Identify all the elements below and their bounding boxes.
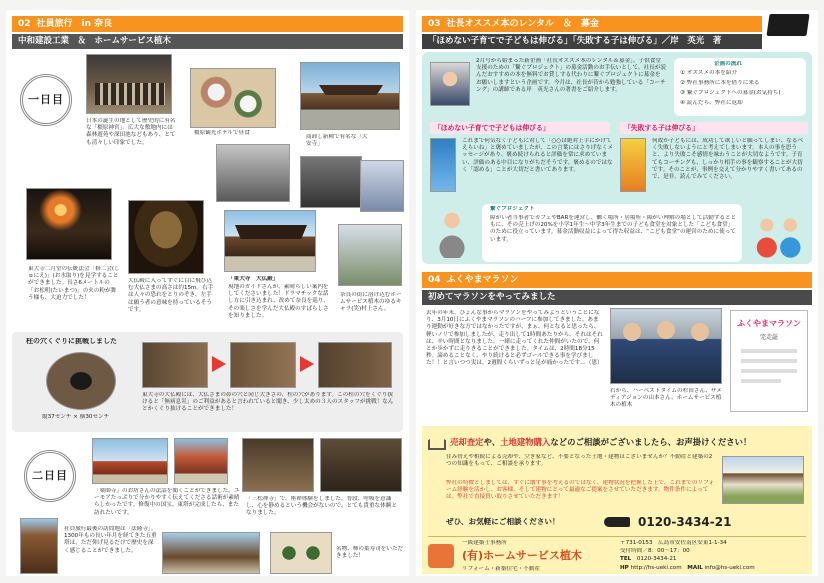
caption-sushi: 名物、柿の葉寿司をいただきました！ [336, 546, 404, 560]
president-photo [430, 62, 470, 106]
pillar-hole-photo [46, 352, 116, 410]
daibutsu-photo [128, 200, 204, 274]
caption-zazen: 「三松禅寺」で、座禅体験をしました。普段、呼吸を意識し、心を静めるという機会がないので、とても貴重な体験となりました。 [246, 496, 397, 517]
caption-horyuji: 社員旅行最後の訪問地は「法隆寺」。1300年もの長い年月を経てきた五重塔は、ただ仰げ見るだけで歴史を深く感じることができました。 [64, 526, 157, 554]
right-page [416, 10, 818, 576]
kakinoha-sushi-photo [270, 532, 332, 574]
pillar-size: 縦37センチ × 横30センチ [42, 414, 110, 420]
marathon-caption: 右から、ハーベストタイムの杉田さん、ザメディアジョンの山本さん、ホームサービス植木の植木 [610, 388, 722, 409]
ad-tel-value[interactable]: 0120-3434-21 [636, 556, 677, 562]
ad-phone[interactable]: 0120-3434-21 [638, 515, 732, 529]
mascot-photo [360, 160, 404, 212]
arrow-right-icon [212, 356, 226, 372]
ad-hp-label: HP [620, 565, 629, 571]
finisher-certificate [730, 310, 808, 412]
book-icon [766, 14, 809, 36]
section-subheader: 中和建設工業 ＆ ホームサービス植木 [12, 34, 403, 49]
tsunagu-title: 繋ぐプロジェクト [490, 206, 535, 212]
marathon-subheader: 初めてマラソンをやってみました [422, 290, 812, 305]
section-number: 03 [428, 19, 441, 29]
ad-cta: ぜひ、お気軽にご相談ください！ [446, 517, 560, 526]
caption-daibutsu: 大仏殿に入ってすぐに目に飛び込む大仏さまの高さは約15m。右手は人々の恐れをとりのぞき、左手は願う者の意味を持っているそうです。 [128, 278, 214, 313]
book1-cover [430, 138, 456, 192]
caption-omizutori: 東大寺二月堂の伝統法会「修二会(しゅにえ)」(お水取り)を見学することができました。長さ6メートルの「お松明(たいまつ)」の火の粉が舞う様も、大迫力でした！ [28, 266, 120, 301]
company-logo [428, 544, 454, 568]
zazen-group-photo [320, 438, 402, 492]
pillar-step-1-photo [142, 342, 208, 388]
ad-hours-value: 8：00～17：00 [648, 548, 690, 554]
kids-illustration [750, 210, 806, 260]
omizutori-photo [26, 188, 112, 260]
arrow-right-icon [300, 356, 314, 372]
section-number: 04 [428, 275, 441, 285]
day-two-badge: 二日目 [24, 450, 76, 502]
nara-street-photo [338, 224, 402, 286]
kashihara-jingu-group-photo [86, 54, 172, 114]
ad-headline-buy: 土地建物購入 [500, 437, 551, 447]
pillar-title: 柱の穴くぐりに挑戦しました [26, 338, 117, 345]
daianji-temple-photo [300, 62, 400, 130]
ad-license: 一級建築士事務所 [462, 540, 507, 546]
caption-daibutsuden-title: 「東大寺 大仏殿」 [228, 276, 279, 282]
ad-headline [450, 434, 810, 450]
marathon-text: 去年の年末、ひょんな事からマラソンをやってみようということになり、3月10日にふくやまマラソンのハーフに参加してきました。あまり運動が好きな方ではなかったですが、まぁ、何となると思ったら、軽いノリで参加しましたが、走り出して1時間あたりから、それはそれは、辛い時間となりました。一緒に走ってくれた仲間がいたので、何とか歩かずに走りきることができました。タイムは、2時間18分15秒。諦めることなく、やり続けると必ずゴールできる事を学びました！！と言いつつ実は、2週間くらいずっと足が痛かったです…（恩） [426, 310, 603, 367]
ad-postal: 〒731-0153 広島市安佐南区安東1-1-34 [620, 540, 727, 546]
book-header: 「ほめない子育てで子どもは伸びる」「失敗する子は伸びる」／岸 英光 著 [422, 34, 762, 49]
monk-talk-photo [300, 156, 362, 208]
lunch-photo [190, 68, 276, 128]
ad-hours-label: 受付時間 [620, 548, 643, 554]
caption-daibutsuden: 現地のガイドさんが、素晴らしい案内をしてくださいました！ドラマチックな話し方に引き込まれ、改めて奈良を巡り、その楽しさを学んだ大仏殿のすばらしさを知りました。 [228, 284, 330, 319]
flow-step-2: ② 弊社事務所に本を借りに来る [680, 80, 760, 86]
yakushiji-hall-photo [174, 438, 228, 484]
book1-text: これまで何気なく子どもに対して「○○は絶対上手にかけてえらいね」と褒めていましたが、この言葉にはさりげなくメッセージがあり、褒め続けられると評価を常に求めていまい、評価のある中目になりがちだそうです。褒めるのではなく「認める」ことが大切だと書いてあります。 [462, 138, 614, 173]
house-photo [722, 456, 804, 504]
ad-company: (有)ホームサービス植木 [462, 549, 582, 562]
caption-lunch: 橿原観光ホテルで昼食 [194, 130, 250, 136]
ad-tagline: リフォーム・新築住宅・不動産 [462, 566, 541, 572]
section-title: ふくやまマラソン [446, 275, 519, 285]
section-header-02 [12, 16, 403, 32]
book1-title: 「ほめない子育てで子どもは伸びる」 [430, 122, 610, 134]
flow-step-3: ③ 繋ぐプロジェクトへの募金(お気持ち) [680, 90, 781, 96]
certificate-sub: 完走証 [759, 334, 778, 341]
wheelchair-illustration [434, 208, 470, 258]
ad-headline-sell: 売却査定 [450, 437, 484, 447]
ad-headline-rest: などのご相談がございましたら、お声掛けください！ [550, 437, 752, 447]
book2-cover [620, 138, 646, 192]
ad-tel-label: TEL [620, 556, 632, 562]
section-title: 社員旅行 in 奈良 [36, 19, 113, 29]
caption-nara-street: 奈良の街に溶け込むホームサービス植木のゆるキャラ(笑)村上さん。 [340, 292, 402, 313]
horyuji-pagoda-photo [20, 518, 58, 574]
flow-title: 企画の流れ [714, 61, 742, 67]
intro-text: 2月号から始まった新企画「社長オススメ本のレンタル＆募金」。子供食堂支援のための「繋ぐプロジェクト」の募金活動のお手伝いとして、社長が読んだおすすめの本を無料でお貸しする代わりに繋ぐプロジェクトに募金をお願いしますという企画です。今月は、社長が昔から勉強している「コーチング」の講師である岸 英光さんの著書をご紹介します。 [476, 58, 666, 93]
caption-yakushiji: 「薬師寺」のお坊さんの法話を聞くことができました。ユーモアたっぷりで分かりやすく伝えてくださる話術が素晴らしかったです。修復中の国宝、東塔が完成したら、また訪れたいです。 [94, 488, 240, 516]
flow-step-4: ④ 読んだら、弊社に返却 [680, 100, 743, 106]
caption-kashihara: 日本の誕生の地として歴史的に有名な「橿原神宮」。広大な敷地内には森林遊苑や深田池などもあり、とても清々しい印象でした。 [86, 118, 176, 146]
temple-visit-photo [216, 144, 290, 202]
book2-title: 「失敗する子は伸びる」 [620, 122, 808, 134]
day-one-badge: 一日目 [20, 74, 72, 126]
certificate-title: ふくやまマラソン [737, 319, 801, 328]
left-page [6, 10, 409, 576]
ad-hp-link[interactable]: http://hs-ueki.com [630, 565, 682, 571]
section-number: 02 [18, 19, 31, 29]
pillar-step-3-photo [318, 342, 392, 388]
pointing-hand-icon [604, 517, 630, 527]
ad-tel [620, 556, 810, 564]
caption-daianji: 商卸し新種で有名な「大安寺」 [306, 134, 368, 148]
ad-web [620, 565, 810, 573]
yakushiji-photo [92, 438, 168, 484]
ad-divider [428, 536, 806, 537]
ad-mail-link[interactable]: info@hs-ueki.com [704, 565, 755, 571]
section-header-03 [422, 16, 762, 32]
section-title: 社長オススメ本のレンタル ＆ 募金 [446, 19, 599, 29]
pillar-text: 東大寺の大仏殿には、大仏さまの鼻の穴と同じ大きさの、柱の穴があります。この柱の穴をくぐり抜けると「無病息災」のご利益があると言われていると聞き、少し太めの３人のスタッフが挑戦！なんとかくぐり抜けることができました！ [142, 392, 394, 413]
flow-step-1: ① オススメの本を紹介 [680, 70, 738, 76]
pillar-step-2-photo [230, 342, 296, 388]
ad-text-1: 住み替えや相続による売却や、空き家など、不要となった土地・建物はございませんか？不動産と建築の2つの知識をもって、ご相談を承ります。 [446, 454, 713, 468]
zazen-photo [242, 438, 314, 492]
daibutsuden-photo [224, 210, 316, 272]
ad-text-2: 弊社の特徴としましては、すぐに壊す事を考えるのではなく、建物状況を把握した上で、これまでのリフォーム経験を活かし、お客様、そして建物にとって最適なご提案をさせていただきます。物件条件によっては、弊社で直接買い取りさせていただきます！ [446, 480, 714, 501]
tsunagu-text: 障がい者当事者でカフェやBARを運営し、働く場所・居場所・障がい理解の場として活動するとともに、その売上げの20%を小学1年生〜中学3年生までの子ども食堂を対象とした「こども食堂」のために役立っています。募金活動収益によって得た収益は、“こども食堂”の運営のために使っています。 [490, 215, 737, 243]
section-header-04 [422, 272, 812, 288]
ad-hours: 受付時間／8：00～17：00 [620, 548, 690, 554]
ad-headline-and: や、 [483, 437, 501, 447]
horyuji-photo [162, 532, 260, 574]
ad-mail-label: MAIL [687, 565, 703, 571]
book2-text: 何故か子どもには、成功して欲しいと願ってしまい、なるべく失敗しないようにと考えてしまいます。本人の事を思うと、より失敗こそ感情を味わうことが大切なようです。子育てもコーチングも、しっかり相手の事を観察することが大切です。そのことが、事例を交えて分かりやすく書いてあるので、是非、読んでみてください。 [652, 138, 804, 181]
marathon-runners-photo [610, 308, 722, 384]
